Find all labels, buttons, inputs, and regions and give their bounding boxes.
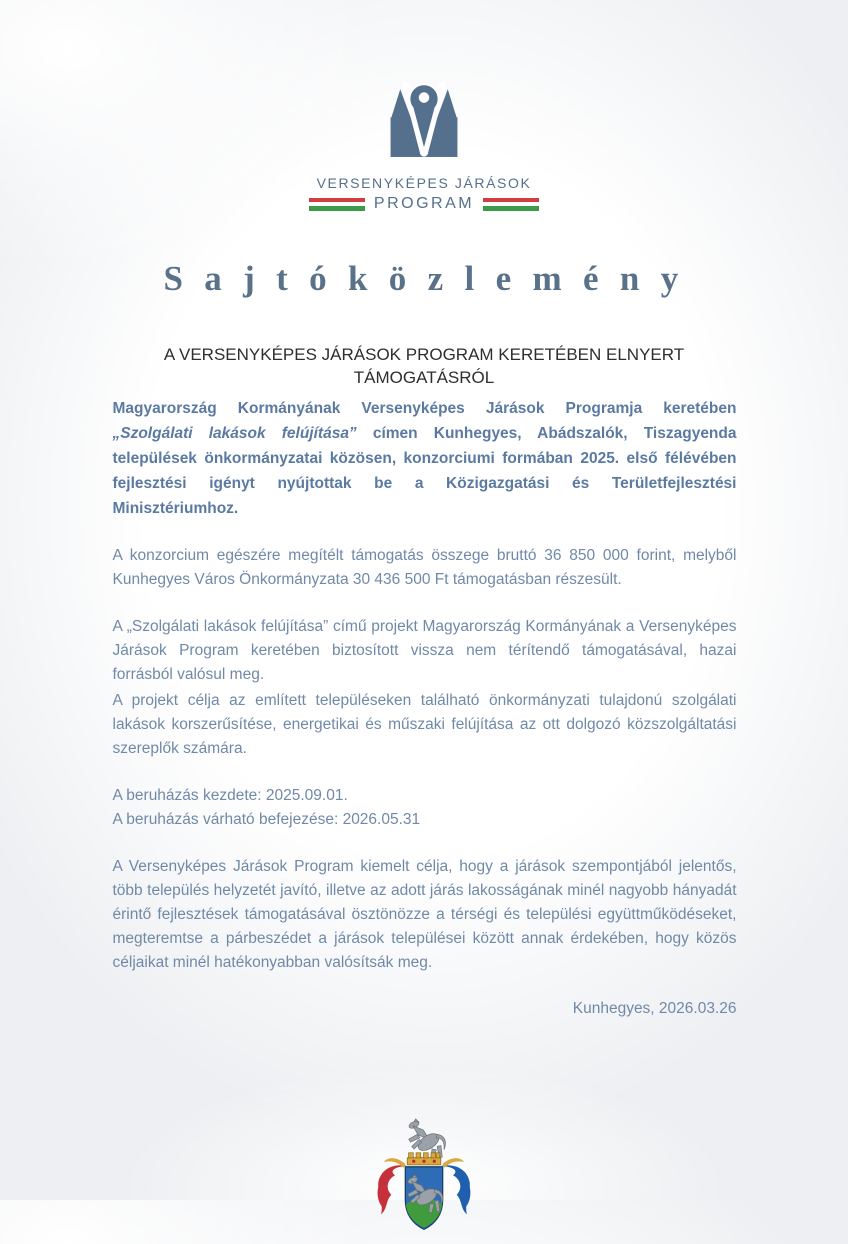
investment-dates: [113, 784, 737, 832]
versenykepes-jarasok-pin-logo-icon: [380, 74, 468, 166]
document-title: S a j t ó k ö z l e m é n y: [163, 259, 685, 298]
coat-of-arms-section: [0, 1117, 848, 1244]
logo-text-line2-row: [0, 195, 848, 213]
paragraph-program-goal: A Versenyképes Járások Program kiemelt célja, hogy a járások szempontjából jelentős, több település helyzetét javító, illetve az adott járás lakosságának minél nagyobb hányadát érintő fejlesztések támogatásával ösztönözze a térségi és települési együttműködéseket, megteremtse a párbeszédet a járások települései között annak érdekében, hogy közös céljaikat minél hatékonyabban valósítsák meg.: [112, 858, 737, 971]
investment-end-date: A beruházás várható befejezése: 2026.05.31: [112, 811, 421, 828]
hungarian-flag-stripes-left-icon: [309, 198, 365, 211]
paragraph-project-funding-source: A „Szolgálati lakások felújítása” című projekt Magyarország Kormányának a Versenyképes Járások Program keretében biztosított vissza nem térítendő támogatásával, hazai forrásból valósul meg.: [112, 618, 737, 683]
place-and-date-line: Kunhegyes, 2026.03.26: [572, 1000, 737, 1017]
document-body: [112, 396, 737, 1021]
lead-paragraph: [113, 396, 737, 521]
paragraph-funding-amount: A konzorcium egészére megítélt támogatás összege bruttó 36 850 000 forint, melyből Kunhegyes Város Önkormányzata 30 436 500 Ft támogatásban részesült.: [112, 547, 737, 588]
logo-text-line2: PROGRAM: [373, 195, 475, 212]
hungarian-flag-stripes-right-icon: [483, 198, 539, 211]
lead-paragraph-pre: Magyarország Kormányának Versenyképes Járások Programja keretében: [112, 400, 737, 417]
kunhegyes-coat-of-arms-icon: [368, 1117, 480, 1239]
investment-start-date: A beruházás kezdete: 2025.09.01.: [112, 787, 348, 804]
lead-paragraph-quoted-project-title: „Szolgálati lakások felújítása”: [112, 425, 357, 442]
document-subtitle: A VERSENYKÉPES JÁRÁSOK PROGRAM KERETÉBEN ELNYERT TÁMOGATÁSRÓL: [163, 345, 685, 387]
lead-paragraph-post: címen Kunhegyes, Abádszalók, Tiszagyenda települések önkormányzatai közösen, konzorciumi formában 2025. első félévében fejlesztési igényt nyújtottak be a Közigazgatási és Területfejlesztési Minisztériumhoz.: [112, 425, 737, 517]
paragraph-project-goal: A projekt célja az említett településeken található önkormányzati tulajdonú szolgálati lakások korszerűsítése, energetikai és műszaki felújítása az ott dolgozó közszolgáltatási szereplők számára.: [112, 692, 737, 757]
logo-text-line1: VERSENYKÉPES JÁRÁSOK: [316, 175, 532, 191]
program-logo: [0, 0, 848, 213]
crown: [407, 1153, 441, 1165]
